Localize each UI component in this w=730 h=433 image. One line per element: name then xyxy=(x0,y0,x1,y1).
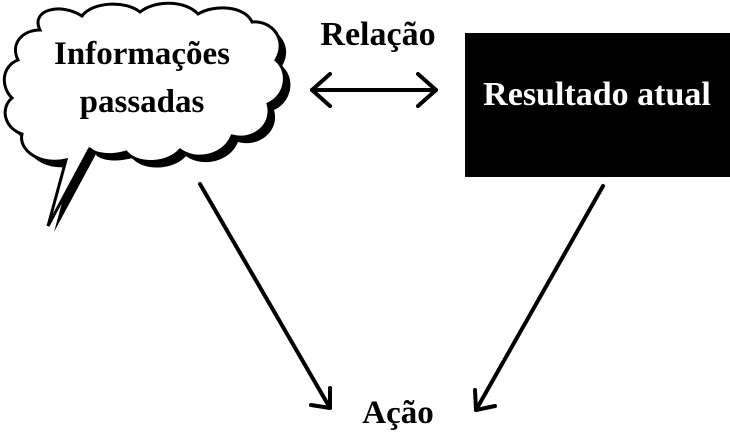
relation-double-arrow xyxy=(312,74,436,106)
past-info-line1: Informações xyxy=(54,36,230,72)
past-info-bubble xyxy=(4,3,290,232)
action-label: Ação xyxy=(362,395,434,431)
arrow-past-to-action xyxy=(200,184,330,408)
past-info-line2: passadas xyxy=(79,84,205,120)
current-result-box xyxy=(465,33,730,177)
current-result-label: Resultado atual xyxy=(483,76,711,113)
relation-label: Relação xyxy=(320,16,436,53)
arrow-result-to-action xyxy=(475,186,603,410)
